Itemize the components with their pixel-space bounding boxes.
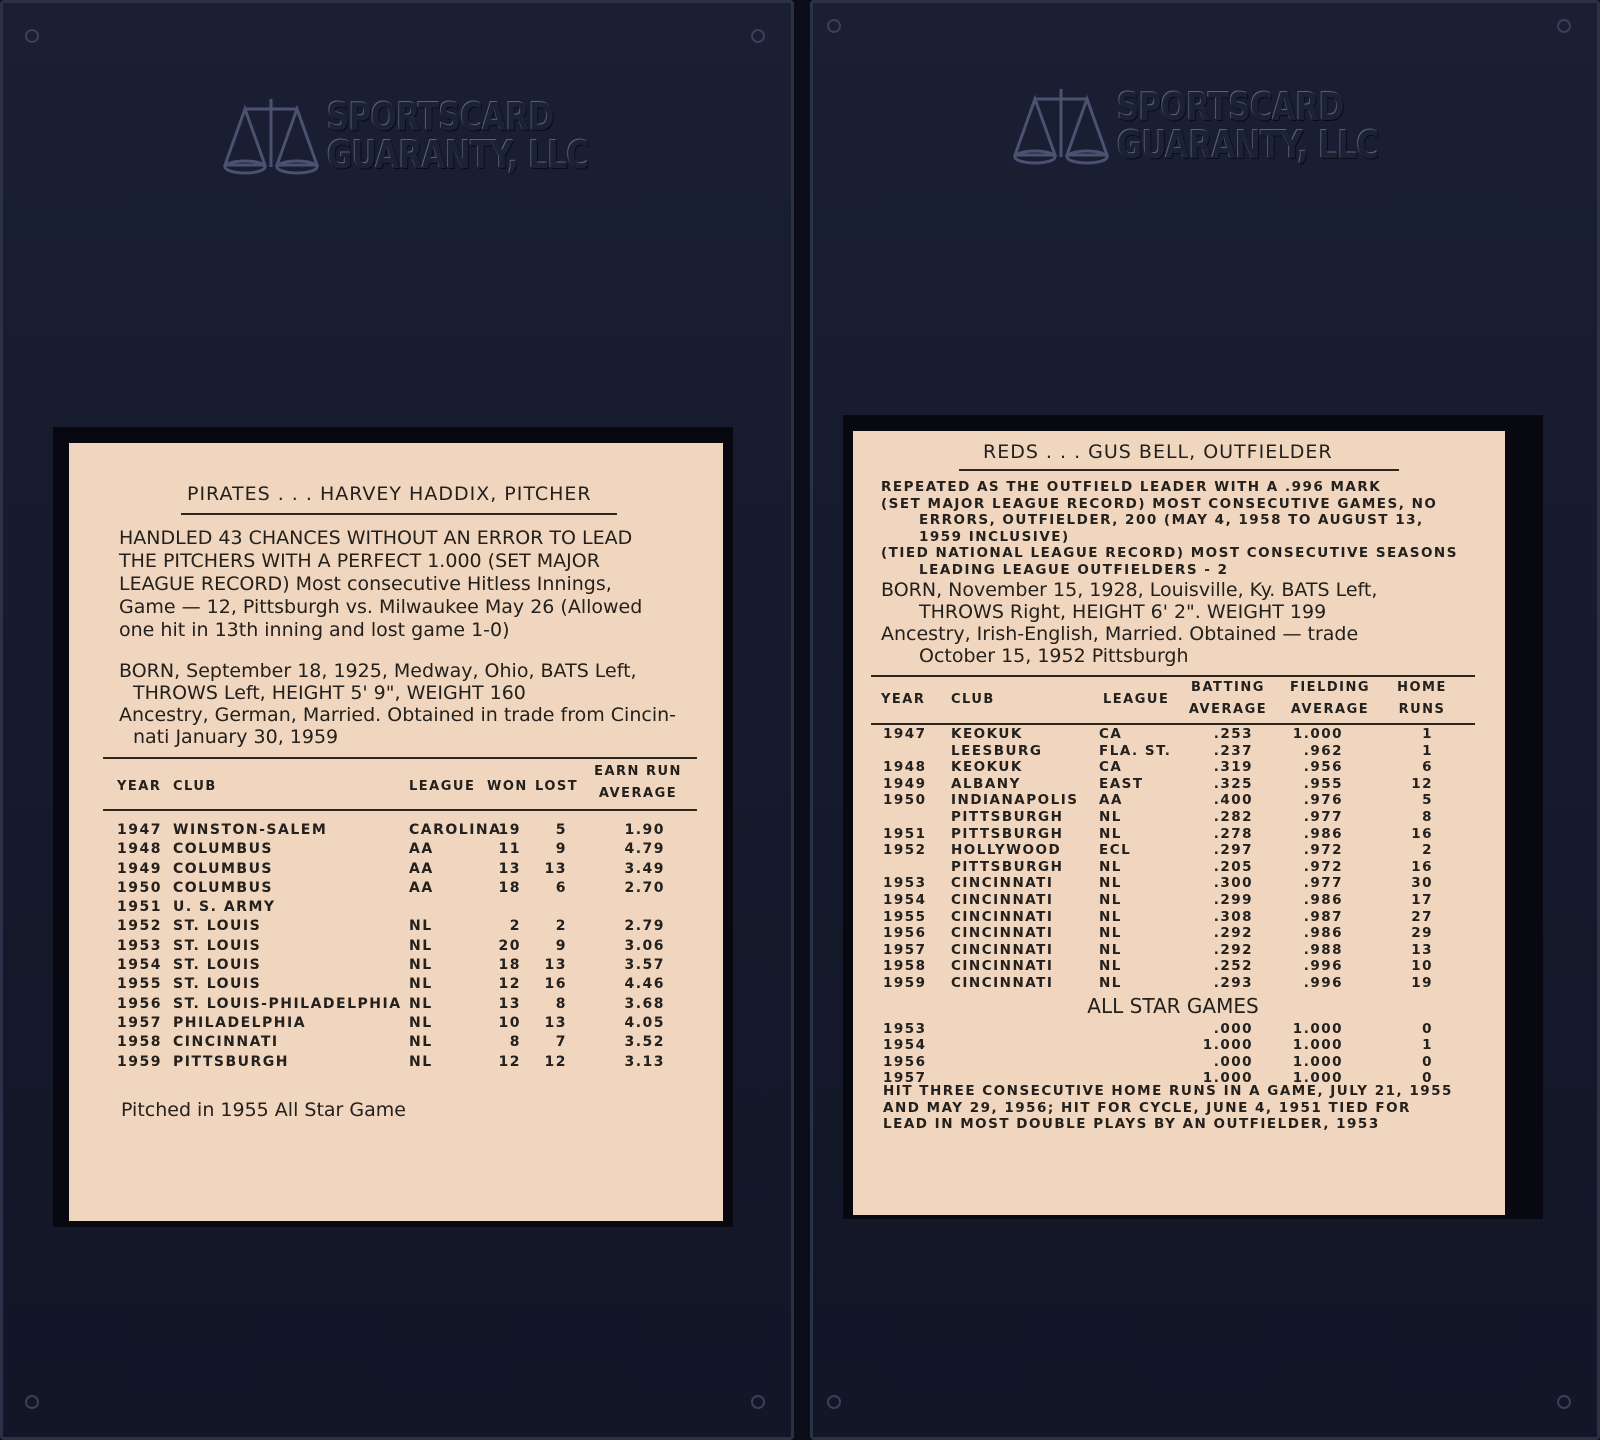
row-hr: 1 bbox=[1422, 742, 1433, 759]
highlight-line: (SET MAJOR LEAGUE RECORD) MOST CONSECUTIVE GAMES, NO bbox=[881, 495, 1438, 512]
row-lost: 7 bbox=[555, 1034, 567, 1051]
row-year: 1948 bbox=[117, 841, 162, 858]
card-footer bbox=[883, 1083, 1453, 1133]
table-row bbox=[117, 899, 677, 918]
row-league: NL bbox=[1099, 925, 1122, 942]
row-fld: 1.000 bbox=[1292, 726, 1343, 742]
screw-icon bbox=[1557, 19, 1571, 33]
row-year: 1956 bbox=[883, 1053, 927, 1070]
row-hr: 13 bbox=[1411, 941, 1433, 958]
screw-icon bbox=[1557, 1395, 1571, 1409]
card-footer: Pitched in 1955 All Star Game bbox=[121, 1099, 406, 1121]
row-club: ST. LOUIS bbox=[173, 918, 262, 935]
row-year: 1958 bbox=[883, 958, 927, 975]
row-year: 1954 bbox=[883, 891, 927, 908]
table-row bbox=[883, 925, 1473, 942]
row-league: CA bbox=[1099, 726, 1123, 742]
row-era: 1.90 bbox=[624, 822, 665, 838]
left-slab bbox=[0, 0, 794, 1440]
screw-icon bbox=[751, 29, 765, 43]
row-year: 1956 bbox=[883, 925, 927, 942]
table-row bbox=[883, 859, 1473, 876]
row-lost: 5 bbox=[555, 822, 567, 838]
table-row bbox=[883, 826, 1473, 843]
row-league: NL bbox=[1099, 974, 1122, 991]
row-bat: .253 bbox=[1213, 726, 1253, 742]
batting-stats-table bbox=[883, 726, 1473, 992]
table-row bbox=[117, 822, 677, 841]
row-year: 1947 bbox=[883, 726, 927, 742]
table-row bbox=[883, 958, 1473, 975]
row-club: ALBANY bbox=[951, 775, 1021, 792]
row-league: NL bbox=[409, 918, 433, 935]
row-won: 18 bbox=[498, 957, 521, 974]
row-league: ECL bbox=[1099, 842, 1132, 859]
row-club: PITTSBURGH bbox=[173, 1053, 290, 1070]
col-league: LEAGUE bbox=[1103, 692, 1170, 707]
highlight-line: 1959 INCLUSIVE) bbox=[919, 528, 1070, 545]
row-bat: .300 bbox=[1213, 875, 1253, 892]
row-era: 4.79 bbox=[624, 841, 665, 858]
row-won: 10 bbox=[498, 1014, 521, 1031]
row-club: HOLLYWOOD bbox=[951, 842, 1062, 859]
table-row bbox=[883, 875, 1473, 892]
row-year: 1955 bbox=[117, 976, 162, 993]
row-bat: .252 bbox=[1213, 958, 1253, 975]
col-fld-line2: AVERAGE bbox=[1290, 702, 1370, 717]
row-league: EAST bbox=[1099, 775, 1144, 792]
table-row bbox=[883, 909, 1473, 926]
row-bat: .278 bbox=[1213, 825, 1253, 842]
row-won: 11 bbox=[498, 841, 521, 858]
col-won: WON bbox=[487, 779, 528, 794]
table-row bbox=[117, 996, 677, 1015]
row-bat: .205 bbox=[1213, 858, 1253, 875]
allstar-row bbox=[883, 1054, 1473, 1070]
row-lost: 9 bbox=[555, 937, 567, 954]
row-era: 3.49 bbox=[624, 860, 665, 877]
row-league: NL bbox=[1099, 808, 1122, 825]
row-bat: .319 bbox=[1213, 759, 1253, 776]
row-bat: .297 bbox=[1213, 842, 1253, 859]
row-era: 3.52 bbox=[624, 1034, 665, 1051]
row-league: AA bbox=[409, 841, 434, 858]
row-fld: .988 bbox=[1303, 941, 1343, 958]
row-league: NL bbox=[409, 995, 433, 1012]
table-header-rule bbox=[103, 809, 697, 811]
row-league: NL bbox=[1099, 825, 1122, 842]
highlight-line: LEAGUE RECORD) Most consecutive Hitless Innings, bbox=[119, 573, 612, 595]
row-won: 20 bbox=[498, 937, 521, 954]
career-highlights bbox=[119, 527, 642, 642]
row-bat: .000 bbox=[1213, 1021, 1253, 1037]
footer-line: LEAD IN MOST DOUBLE PLAYS BY AN OUTFIELDER, 1953 bbox=[883, 1116, 1380, 1132]
highlight-line: Game — 12, Pittsburgh vs. Milwaukee May 26 (Allowed bbox=[119, 596, 643, 618]
row-fld: .986 bbox=[1303, 925, 1343, 942]
logo-line1: SPORTSCARD bbox=[327, 95, 554, 139]
row-era: 3.06 bbox=[624, 937, 665, 954]
row-won: 18 bbox=[498, 879, 521, 896]
row-year: 1956 bbox=[117, 995, 162, 1012]
row-bat: .000 bbox=[1213, 1053, 1253, 1070]
row-league: NL bbox=[409, 1034, 433, 1051]
row-fld: 1.000 bbox=[1292, 1037, 1343, 1054]
row-hr: 12 bbox=[1411, 775, 1433, 792]
screw-icon bbox=[827, 1395, 841, 1409]
career-highlights bbox=[881, 479, 1458, 578]
table-row bbox=[883, 842, 1473, 859]
row-hr: 1 bbox=[1422, 1037, 1433, 1054]
row-hr: 1 bbox=[1422, 726, 1433, 742]
row-fld: .955 bbox=[1303, 775, 1343, 792]
logo-line2: GUARANTY, LLC bbox=[1117, 123, 1379, 167]
row-fld: .996 bbox=[1303, 974, 1343, 991]
row-year: 1959 bbox=[117, 1053, 162, 1070]
row-fld: .996 bbox=[1303, 958, 1343, 975]
table-header-rule bbox=[871, 723, 1475, 725]
row-club: INDIANAPOLIS bbox=[951, 792, 1079, 809]
row-club: COLUMBUS bbox=[173, 841, 274, 858]
bio-line: THROWS Right, HEIGHT 6' 2". WEIGHT 199 bbox=[919, 601, 1327, 623]
bio-line: nati January 30, 1959 bbox=[133, 726, 339, 748]
right-slab bbox=[810, 0, 1600, 1440]
table-row bbox=[883, 975, 1473, 992]
row-fld: .972 bbox=[1303, 858, 1343, 875]
row-lost: 8 bbox=[555, 995, 567, 1012]
row-club: CINCINNATI bbox=[173, 1034, 279, 1051]
row-bat: .308 bbox=[1213, 908, 1253, 925]
row-bat: .282 bbox=[1213, 808, 1253, 825]
col-hr-line2: RUNS bbox=[1398, 702, 1446, 717]
row-hr: 19 bbox=[1411, 974, 1433, 991]
row-bat: .299 bbox=[1213, 891, 1253, 908]
table-row bbox=[883, 892, 1473, 909]
row-era: 3.13 bbox=[624, 1053, 665, 1070]
card-haddix bbox=[69, 443, 723, 1221]
table-row bbox=[117, 938, 677, 957]
row-bat: 1.000 bbox=[1202, 1070, 1253, 1087]
row-hr: 29 bbox=[1411, 925, 1433, 942]
row-year: 1955 bbox=[883, 908, 927, 925]
row-club: KEOKUK bbox=[951, 759, 1023, 776]
row-year: 1953 bbox=[883, 875, 927, 892]
table-top-rule bbox=[103, 757, 697, 759]
row-era: 3.57 bbox=[624, 957, 665, 974]
table-row bbox=[883, 942, 1473, 959]
allstar-stats-table bbox=[883, 1021, 1473, 1087]
row-league: CAROLINA bbox=[409, 822, 502, 838]
allstar-row bbox=[883, 1021, 1473, 1037]
highlight-line: THE PITCHERS WITH A PERFECT 1.000 (SET MAJOR bbox=[119, 550, 600, 572]
row-hr: 16 bbox=[1411, 858, 1433, 875]
row-era: 4.05 bbox=[624, 1014, 665, 1031]
screw-icon bbox=[827, 19, 841, 33]
row-era: 3.68 bbox=[624, 995, 665, 1012]
pitching-stats-table bbox=[117, 822, 677, 1073]
row-club: U. S. ARMY bbox=[173, 899, 276, 916]
row-lost: 13 bbox=[544, 860, 567, 877]
row-club: ST. LOUIS-PHILADELPHIA bbox=[173, 995, 402, 1012]
row-year: 1947 bbox=[117, 822, 162, 838]
row-club: PITTSBURGH bbox=[951, 825, 1064, 842]
card-title: REDS . . . GUS BELL, OUTFIELDER bbox=[983, 441, 1333, 463]
card-title: PIRATES . . . HARVEY HADDIX, PITCHER bbox=[187, 483, 592, 505]
row-club: PITTSBURGH bbox=[951, 858, 1064, 875]
row-club: ST. LOUIS bbox=[173, 976, 262, 993]
row-fld: .956 bbox=[1303, 759, 1343, 776]
row-fld: .976 bbox=[1303, 792, 1343, 809]
row-club: COLUMBUS bbox=[173, 860, 274, 877]
col-bat-line2: AVERAGE bbox=[1188, 702, 1268, 717]
row-year: 1951 bbox=[117, 899, 162, 916]
sgc-logo bbox=[221, 95, 646, 177]
card-bell bbox=[853, 431, 1505, 1215]
screw-icon bbox=[25, 1395, 39, 1409]
row-hr: 16 bbox=[1411, 825, 1433, 842]
row-won: 2 bbox=[509, 918, 521, 935]
row-lost: 6 bbox=[555, 879, 567, 896]
row-club: CINCINNATI bbox=[951, 941, 1054, 958]
row-year: 1949 bbox=[883, 775, 927, 792]
row-club: KEOKUK bbox=[951, 726, 1023, 742]
row-hr: 27 bbox=[1411, 908, 1433, 925]
logo-text bbox=[1117, 85, 1379, 167]
row-fld: .962 bbox=[1303, 742, 1343, 759]
row-club: WINSTON-SALEM bbox=[173, 822, 328, 838]
table-row bbox=[117, 918, 677, 937]
bio-line: Ancestry, Irish-English, Married. Obtained — trade bbox=[881, 623, 1359, 645]
row-era: 4.46 bbox=[624, 976, 665, 993]
row-bat: .292 bbox=[1213, 925, 1253, 942]
table-top-rule bbox=[871, 675, 1475, 677]
col-club: CLUB bbox=[173, 779, 217, 794]
row-club: ST. LOUIS bbox=[173, 957, 262, 974]
row-club: CINCINNATI bbox=[951, 925, 1054, 942]
table-row bbox=[883, 809, 1473, 826]
row-club: CINCINNATI bbox=[951, 974, 1054, 991]
col-bat-line1: BATTING bbox=[1191, 680, 1265, 695]
row-league: NL bbox=[409, 1014, 433, 1031]
scales-icon bbox=[1011, 85, 1111, 167]
bio-line: BORN, September 18, 1925, Medway, Ohio, BATS Left, bbox=[119, 660, 637, 682]
table-row bbox=[883, 743, 1473, 760]
row-hr: 5 bbox=[1422, 792, 1433, 809]
bio-line: THROWS Left, HEIGHT 5' 9", WEIGHT 160 bbox=[133, 682, 526, 704]
table-row bbox=[117, 861, 677, 880]
row-league: NL bbox=[1099, 958, 1122, 975]
row-won: 12 bbox=[498, 976, 521, 993]
col-year: YEAR bbox=[881, 692, 926, 707]
table-row bbox=[117, 1015, 677, 1034]
row-year: 1953 bbox=[117, 937, 162, 954]
highlight-line: (TIED NATIONAL LEAGUE RECORD) MOST CONSECUTIVE SEASONS bbox=[881, 545, 1458, 561]
row-bat: .325 bbox=[1213, 775, 1253, 792]
row-year: 1959 bbox=[883, 974, 927, 991]
row-hr: 0 bbox=[1422, 1021, 1433, 1037]
row-fld: .977 bbox=[1303, 808, 1343, 825]
bio bbox=[881, 579, 1377, 667]
row-year: 1949 bbox=[117, 860, 162, 877]
row-club: PITTSBURGH bbox=[951, 808, 1064, 825]
row-hr: 0 bbox=[1422, 1070, 1433, 1087]
logo-line1: SPORTSCARD bbox=[1117, 85, 1344, 129]
table-row bbox=[117, 841, 677, 860]
row-year: 1957 bbox=[117, 1014, 162, 1031]
row-year: 1952 bbox=[883, 842, 927, 859]
row-fld: .987 bbox=[1303, 908, 1343, 925]
row-year: 1953 bbox=[883, 1021, 927, 1037]
row-league: NL bbox=[1099, 858, 1122, 875]
row-lost: 2 bbox=[555, 918, 567, 935]
row-hr: 8 bbox=[1422, 808, 1433, 825]
highlight-line: one hit in 13th inning and lost game 1-0) bbox=[119, 619, 510, 641]
row-year: 1948 bbox=[883, 759, 927, 776]
row-league: NL bbox=[409, 937, 433, 954]
col-hr-line1: HOME bbox=[1397, 680, 1447, 695]
col-era-line1: EARN RUN bbox=[594, 764, 682, 779]
row-hr: 17 bbox=[1411, 891, 1433, 908]
row-bat: .400 bbox=[1213, 792, 1253, 809]
row-hr: 10 bbox=[1411, 958, 1433, 975]
row-lost: 13 bbox=[544, 957, 567, 974]
col-league: LEAGUE bbox=[409, 779, 476, 794]
row-bat: 1.000 bbox=[1202, 1037, 1253, 1054]
row-league: NL bbox=[1099, 891, 1122, 908]
row-era: 2.70 bbox=[624, 879, 665, 896]
footer-line: HIT THREE CONSECUTIVE HOME RUNS IN A GAME, JULY 21, 1955 bbox=[883, 1083, 1453, 1099]
col-club: CLUB bbox=[951, 692, 995, 707]
highlight-line: LEADING LEAGUE OUTFIELDERS - 2 bbox=[919, 561, 1229, 578]
row-fld: 1.000 bbox=[1292, 1053, 1343, 1070]
row-hr: 0 bbox=[1422, 1053, 1433, 1070]
row-league: NL bbox=[1099, 875, 1122, 892]
col-era-line2: AVERAGE bbox=[598, 786, 678, 801]
table-row bbox=[883, 776, 1473, 793]
row-fld: 1.000 bbox=[1292, 1021, 1343, 1037]
row-year: 1950 bbox=[883, 792, 927, 809]
row-club: CINCINNATI bbox=[951, 958, 1054, 975]
row-league: CA bbox=[1099, 759, 1123, 776]
bio-line: October 15, 1952 Pittsburgh bbox=[919, 645, 1189, 667]
row-hr: 6 bbox=[1422, 759, 1433, 776]
row-fld: .986 bbox=[1303, 891, 1343, 908]
logo-text bbox=[327, 95, 589, 177]
highlight-line: REPEATED AS THE OUTFIELD LEADER WITH A .996 MARK bbox=[881, 479, 1382, 495]
row-club: CINCINNATI bbox=[951, 891, 1054, 908]
allstar-title: ALL STAR GAMES bbox=[1087, 994, 1259, 1018]
row-club: COLUMBUS bbox=[173, 879, 274, 896]
row-fld: .972 bbox=[1303, 842, 1343, 859]
row-year: 1952 bbox=[117, 918, 162, 935]
table-row bbox=[117, 976, 677, 995]
sgc-logo bbox=[1011, 85, 1436, 167]
logo-line2: GUARANTY, LLC bbox=[327, 133, 589, 177]
row-won: 13 bbox=[498, 860, 521, 877]
row-bat: .293 bbox=[1213, 974, 1253, 991]
bio bbox=[119, 660, 676, 748]
row-won: 8 bbox=[509, 1034, 521, 1051]
row-hr: 30 bbox=[1411, 875, 1433, 892]
row-year: 1957 bbox=[883, 1070, 927, 1087]
row-era: 2.79 bbox=[624, 918, 665, 935]
row-lost: 12 bbox=[544, 1053, 567, 1070]
title-rule bbox=[959, 469, 1399, 471]
highlight-line: ERRORS, OUTFIELDER, 200 (MAY 4, 1958 TO AUGUST 13, bbox=[919, 512, 1424, 528]
row-club: CINCINNATI bbox=[951, 908, 1054, 925]
row-fld: .977 bbox=[1303, 875, 1343, 892]
row-club: LEESBURG bbox=[951, 742, 1043, 759]
row-won: 13 bbox=[498, 995, 521, 1012]
row-won: 12 bbox=[498, 1053, 521, 1070]
row-year: 1954 bbox=[117, 957, 162, 974]
table-row bbox=[883, 759, 1473, 776]
row-league: NL bbox=[1099, 908, 1122, 925]
row-league: AA bbox=[409, 879, 434, 896]
col-year: YEAR bbox=[117, 779, 162, 794]
col-lost: LOST bbox=[535, 779, 579, 794]
row-year: 1954 bbox=[883, 1037, 927, 1054]
row-bat: .237 bbox=[1213, 742, 1253, 759]
row-fld: .986 bbox=[1303, 825, 1343, 842]
table-row bbox=[117, 1034, 677, 1053]
row-club: ST. LOUIS bbox=[173, 937, 262, 954]
row-fld: 1.000 bbox=[1292, 1070, 1343, 1087]
row-league: NL bbox=[1099, 941, 1122, 958]
row-league: AA bbox=[1099, 792, 1123, 809]
row-lost: 13 bbox=[544, 1014, 567, 1031]
screw-icon bbox=[25, 29, 39, 43]
col-fld-line1: FIELDING bbox=[1289, 680, 1371, 695]
row-league: NL bbox=[409, 957, 433, 974]
row-year: 1951 bbox=[883, 825, 927, 842]
bio-line: BORN, November 15, 1928, Louisville, Ky. BATS Left, bbox=[881, 579, 1378, 601]
table-row bbox=[117, 1054, 677, 1073]
table-row bbox=[883, 792, 1473, 809]
row-year: 1950 bbox=[117, 879, 162, 896]
row-lost: 9 bbox=[555, 841, 567, 858]
highlight-line: HANDLED 43 CHANCES WITHOUT AN ERROR TO LEAD bbox=[119, 527, 633, 549]
title-rule bbox=[181, 513, 617, 515]
row-league: NL bbox=[409, 1053, 433, 1070]
table-row bbox=[117, 957, 677, 976]
row-club: CINCINNATI bbox=[951, 875, 1054, 892]
row-league: AA bbox=[409, 860, 434, 877]
allstar-row bbox=[883, 1037, 1473, 1053]
row-club: PHILADELPHIA bbox=[173, 1014, 307, 1031]
row-league: NL bbox=[409, 976, 433, 993]
screw-icon bbox=[751, 1395, 765, 1409]
bio-line: Ancestry, German, Married. Obtained in trade from Cincin- bbox=[119, 704, 676, 726]
row-league: FLA. ST. bbox=[1099, 742, 1172, 759]
row-hr: 2 bbox=[1422, 842, 1433, 859]
row-won: 19 bbox=[498, 822, 521, 838]
footer-line: AND MAY 29, 1956; HIT FOR CYCLE, JUNE 4, 1951 TIED FOR bbox=[883, 1099, 1411, 1116]
row-bat: .292 bbox=[1213, 941, 1253, 958]
row-year: 1958 bbox=[117, 1034, 162, 1051]
row-lost: 16 bbox=[544, 976, 567, 993]
row-year: 1957 bbox=[883, 941, 927, 958]
table-row bbox=[117, 880, 677, 899]
table-row bbox=[883, 726, 1473, 743]
scales-icon bbox=[221, 95, 321, 177]
